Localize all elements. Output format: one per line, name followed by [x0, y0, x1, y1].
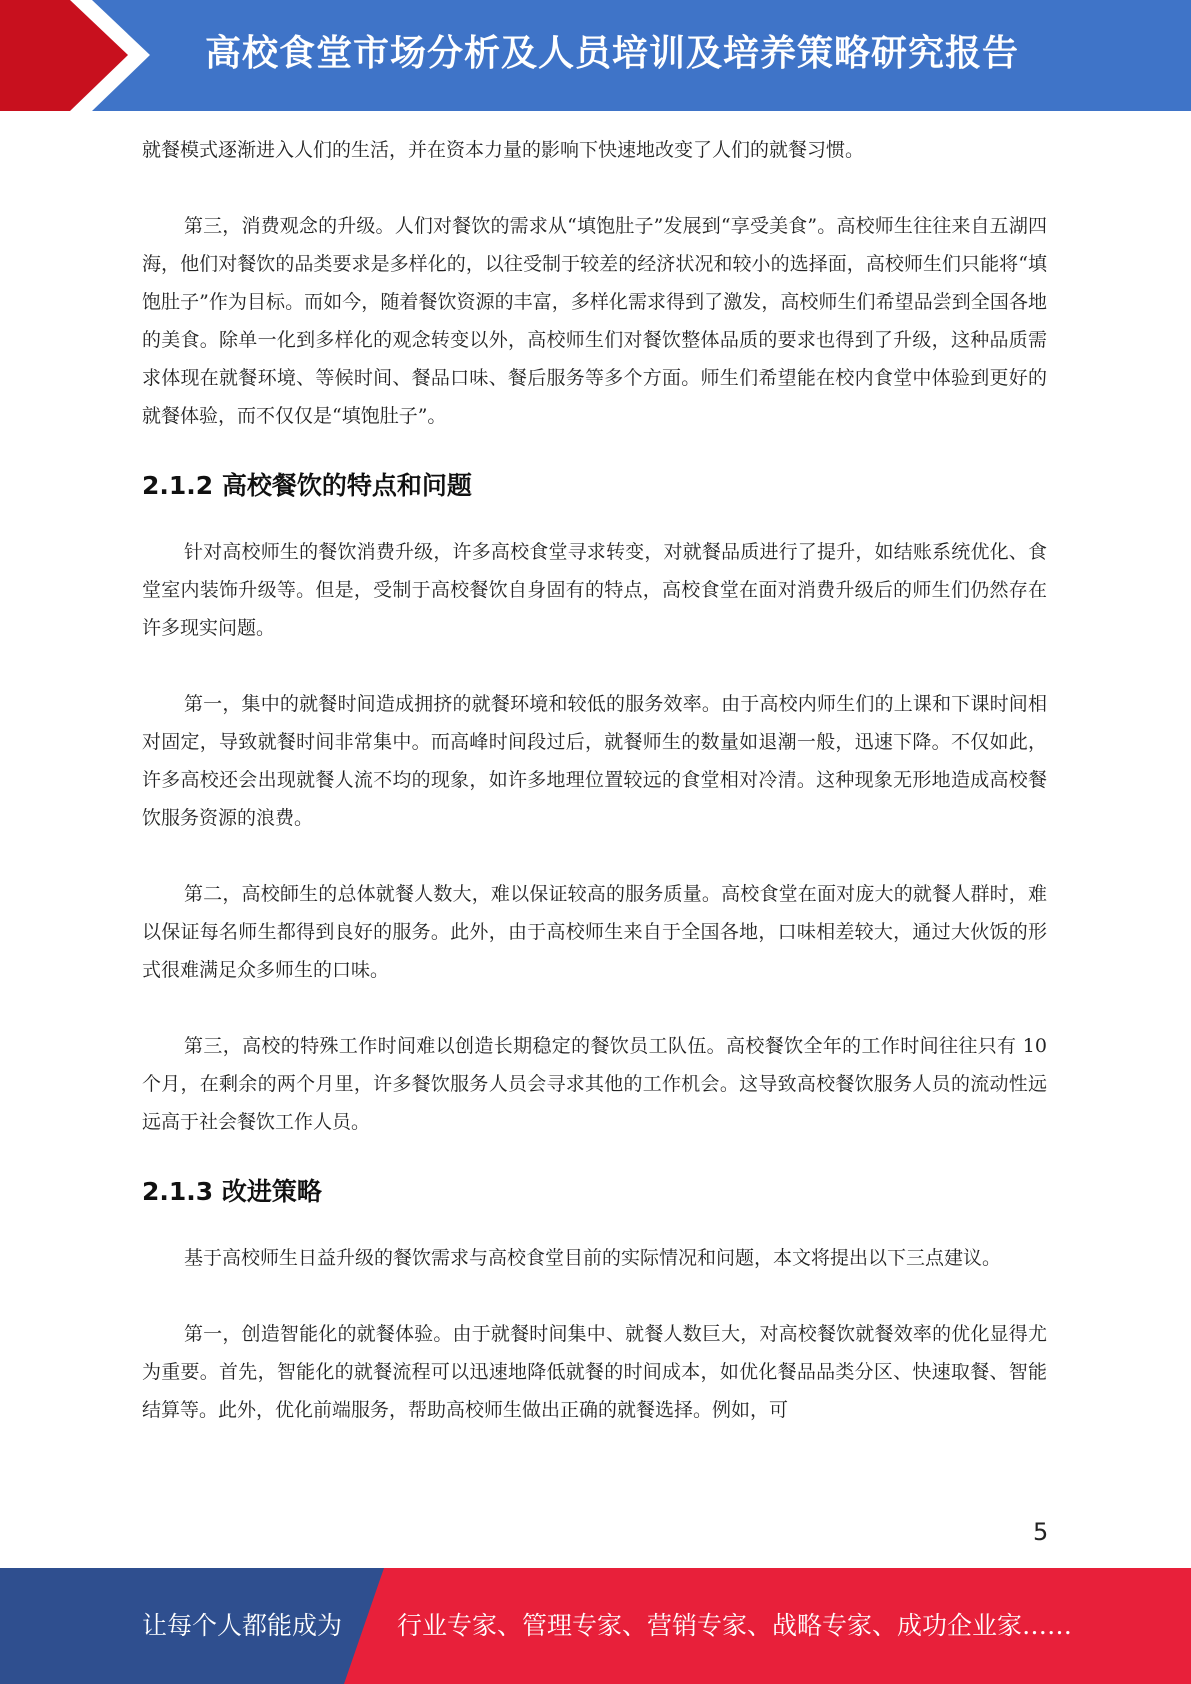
section-heading-2-1-2: 2.1.2 高校餐饮的特点和问题 — [142, 471, 472, 500]
paragraph-212-third: 第三，高校的特殊工作时间难以创造长期稳定的餐饮员工队伍。高校餐饮全年的工作时间往往只有 10 个月，在剩余的两个月里，许多餐饮服务人员会寻求其他的工作机会。这导致高校餐饮服务人员的流动性远远高于社会餐饮工作人员。 — [142, 1035, 1047, 1133]
paragraph-213-first: 第一，创造智能化的就餐体验。由于就餐时间集中、就餐人数巨大，对高校餐饮就餐效率的优化显得尤为重要。首先，智能化的就餐流程可以迅速地降低就餐的时间成本，如优化餐品品类分区、快速取餐、智能结算等。此外，优化前端服务，帮助高校师生做出正确的就餐选择。例如，可 — [142, 1323, 1047, 1421]
footer-slogan-left: 让每个人都能成为 — [142, 1611, 343, 1640]
report-title: 高校食堂市场分析及人员培训及培养策略研究报告 — [205, 33, 1020, 74]
page-header — [0, 0, 1191, 111]
document-body — [142, 131, 1047, 1429]
section-heading-2-1-3: 2.1.3 改进策略 — [142, 1177, 322, 1206]
page-footer — [0, 1568, 1191, 1684]
paragraph-213-intro: 基于高校师生日益升级的餐饮需求与高校食堂目前的实际情况和问题，本文将提出以下三点建议。 — [184, 1247, 1002, 1269]
paragraph-consumption-upgrade: 第三，消费观念的升级。人们对餐饮的需求从“填饱肚子”发展到“享受美食”。高校师生往往来自五湖四海，他们对餐饮的品类要求是多样化的，以往受制于较差的经济状况和较小的选择面，高校师生们只能将“填饱肚子”作为目标。而如今，随着餐饮资源的丰富，多样化需求得到了激发，高校师生们希望品尝到全国各地的美食。除单一化到多样化的观念转变以外，高校师生们对餐饮整体品质的要求也得到了升级，这种品质需求体现在就餐环境、等候时间、餐品口味、餐后服务等多个方面。师生们希望能在校内食堂中体验到更好的就餐体验，而不仅仅是“填饱肚子”。 — [142, 215, 1047, 427]
paragraph-212-first: 第一，集中的就餐时间造成拥挤的就餐环境和较低的服务效率。由于高校内师生们的上课和下课时间相对固定，导致就餐时间非常集中。而高峰时间段过后，就餐师生的数量如退潮一般，迅速下降。不仅如此，许多高校还会出现就餐人流不均的现象，如许多地理位置较远的食堂相对冷清。这种现象无形地造成高校餐饮服务资源的浪费。 — [142, 693, 1047, 829]
paragraph-212-second: 第二，高校師生的总体就餐人数大，难以保证较高的服务质量。高校食堂在面对庞大的就餐人群时，难以保证每名师生都得到良好的服务。此外，由于高校师生来自于全国各地，口味相差较大，通过大伙饭的形式很难满足众多师生的口味。 — [142, 883, 1047, 981]
footer-slogan-right: 行业专家、管理专家、营销专家、战略专家、成功企业家…… — [397, 1611, 1073, 1640]
page-number: 5 — [1033, 1518, 1049, 1546]
paragraph-intro: 就餐模式逐渐进入人们的生活，并在资本力量的影响下快速地改变了人们的就餐习惯。 — [142, 139, 865, 161]
paragraph-212-intro: 针对高校师生的餐饮消费升级，许多高校食堂寻求转变，对就餐品质进行了提升，如结账系统优化、食堂室内装饰升级等。但是，受制于高校餐饮自身固有的特点，高校食堂在面对消费升级后的师生们仍然存在许多现实问题。 — [142, 541, 1047, 639]
